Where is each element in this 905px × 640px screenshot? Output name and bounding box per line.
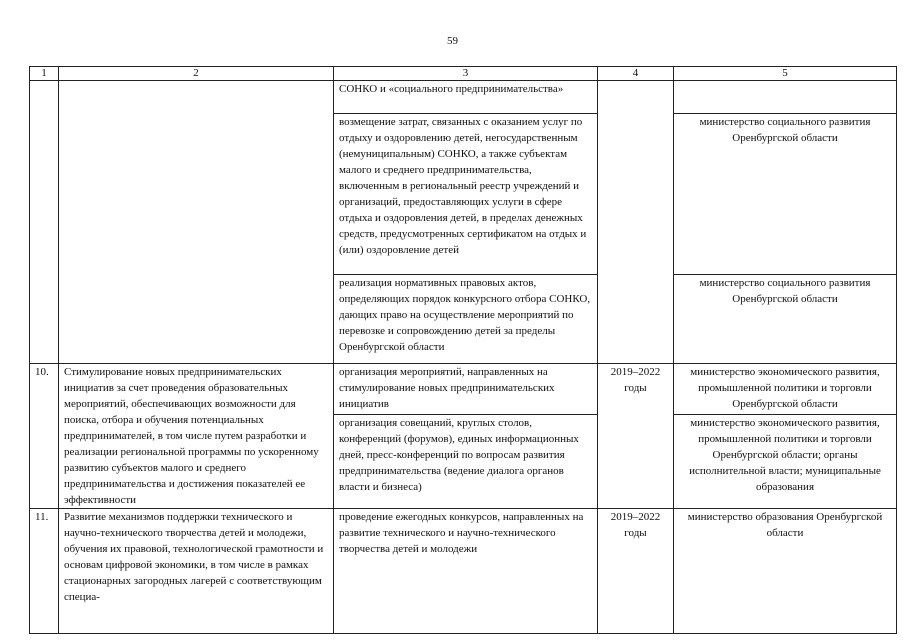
- executor-cell: министерство образования Оренбургской области: [674, 509, 897, 634]
- task-cell: [59, 81, 334, 364]
- col-header-period: 4: [598, 67, 674, 81]
- executor-cell: [674, 81, 897, 114]
- col-header-executor: 5: [674, 67, 897, 81]
- period-cell: 2019–2022 годы: [598, 364, 674, 509]
- measure-cell: возмещение затрат, связанных с оказанием услуг по отдыху и оздоровлению детей, негосударственным (немуниципальным) СОНКО, а также субъектам малого и среднего предпринимательства, включенным в региональный реестр учреждений и организаций, предоставляющих услуги в сфере отдыха и оздоровления детей, в пределах денежных средств, предусмотренных сертификатом на отдых и (или) оздоровление детей: [334, 114, 598, 275]
- executor-cell: министерство социального развития Оренбургской области: [674, 275, 897, 364]
- measure-cell: реализация нормативных правовых актов, определяющих порядок конкурсного отбора СОНКО, дающих право на осуществление мероприятий по перевозке и сопровождению детей за пределы Оренбургской области: [334, 275, 598, 364]
- measure-cell: проведение ежегодных конкурсов, направленных на развитие технического и научно-технического творчества детей и молодежи: [334, 509, 598, 634]
- page-number: 59: [447, 35, 458, 47]
- measure-cell: СОНКО и «социального предпринимательства»: [334, 81, 598, 114]
- measures-table: [29, 66, 897, 634]
- table-row: [30, 509, 897, 634]
- measure-cell: организация совещаний, круглых столов, конференций (форумов), единых информационных дней, пресс-конференций по вопросам развития предпринимательства (ведение диалога органов власти и бизнеса): [334, 415, 598, 509]
- measure-cell: организация мероприятий, направленных на стимулирование новых предпринимательских инициатив: [334, 364, 598, 415]
- col-header-task: 2: [59, 67, 334, 81]
- table-row: [30, 364, 897, 415]
- header-row: [30, 67, 897, 81]
- table-row: [30, 81, 897, 114]
- period-cell: [598, 81, 674, 364]
- task-cell: Стимулирование новых предпринимательских инициатив за счет проведения образовательных мероприятий, обеспечивающих возможности для поиска, отбора и обучения потенциальных предпринимателей, в том числе путем разработки и реализации региональной программы по ускоренному развитию субъектов малого и среднего предпринимательства и достижения показателей ее эффективности: [59, 364, 334, 509]
- col-header-number: 1: [30, 67, 59, 81]
- col-header-measure: 3: [334, 67, 598, 81]
- period-cell: 2019–2022 годы: [598, 509, 674, 634]
- executor-cell: министерство экономического развития, промышленной политики и торговли Оренбургской области; органы исполнительной власти; муниципальные образования: [674, 415, 897, 509]
- task-cell: Развитие механизмов поддержки технического и научно-технического творчества детей и молодежи, обучения их правовой, технологической грамотности и основам цифровой экономики, в том числе в рамках стационарных загородных лагерей с соответствующим специа-: [59, 509, 334, 634]
- executor-cell: министерство экономического развития, промышленной политики и торговли Оренбургской области: [674, 364, 897, 415]
- row-number-cell: 10.: [30, 364, 59, 509]
- executor-cell: министерство социального развития Оренбургской области: [674, 114, 897, 275]
- row-number-cell: [30, 81, 59, 364]
- row-number-cell: 11.: [30, 509, 59, 634]
